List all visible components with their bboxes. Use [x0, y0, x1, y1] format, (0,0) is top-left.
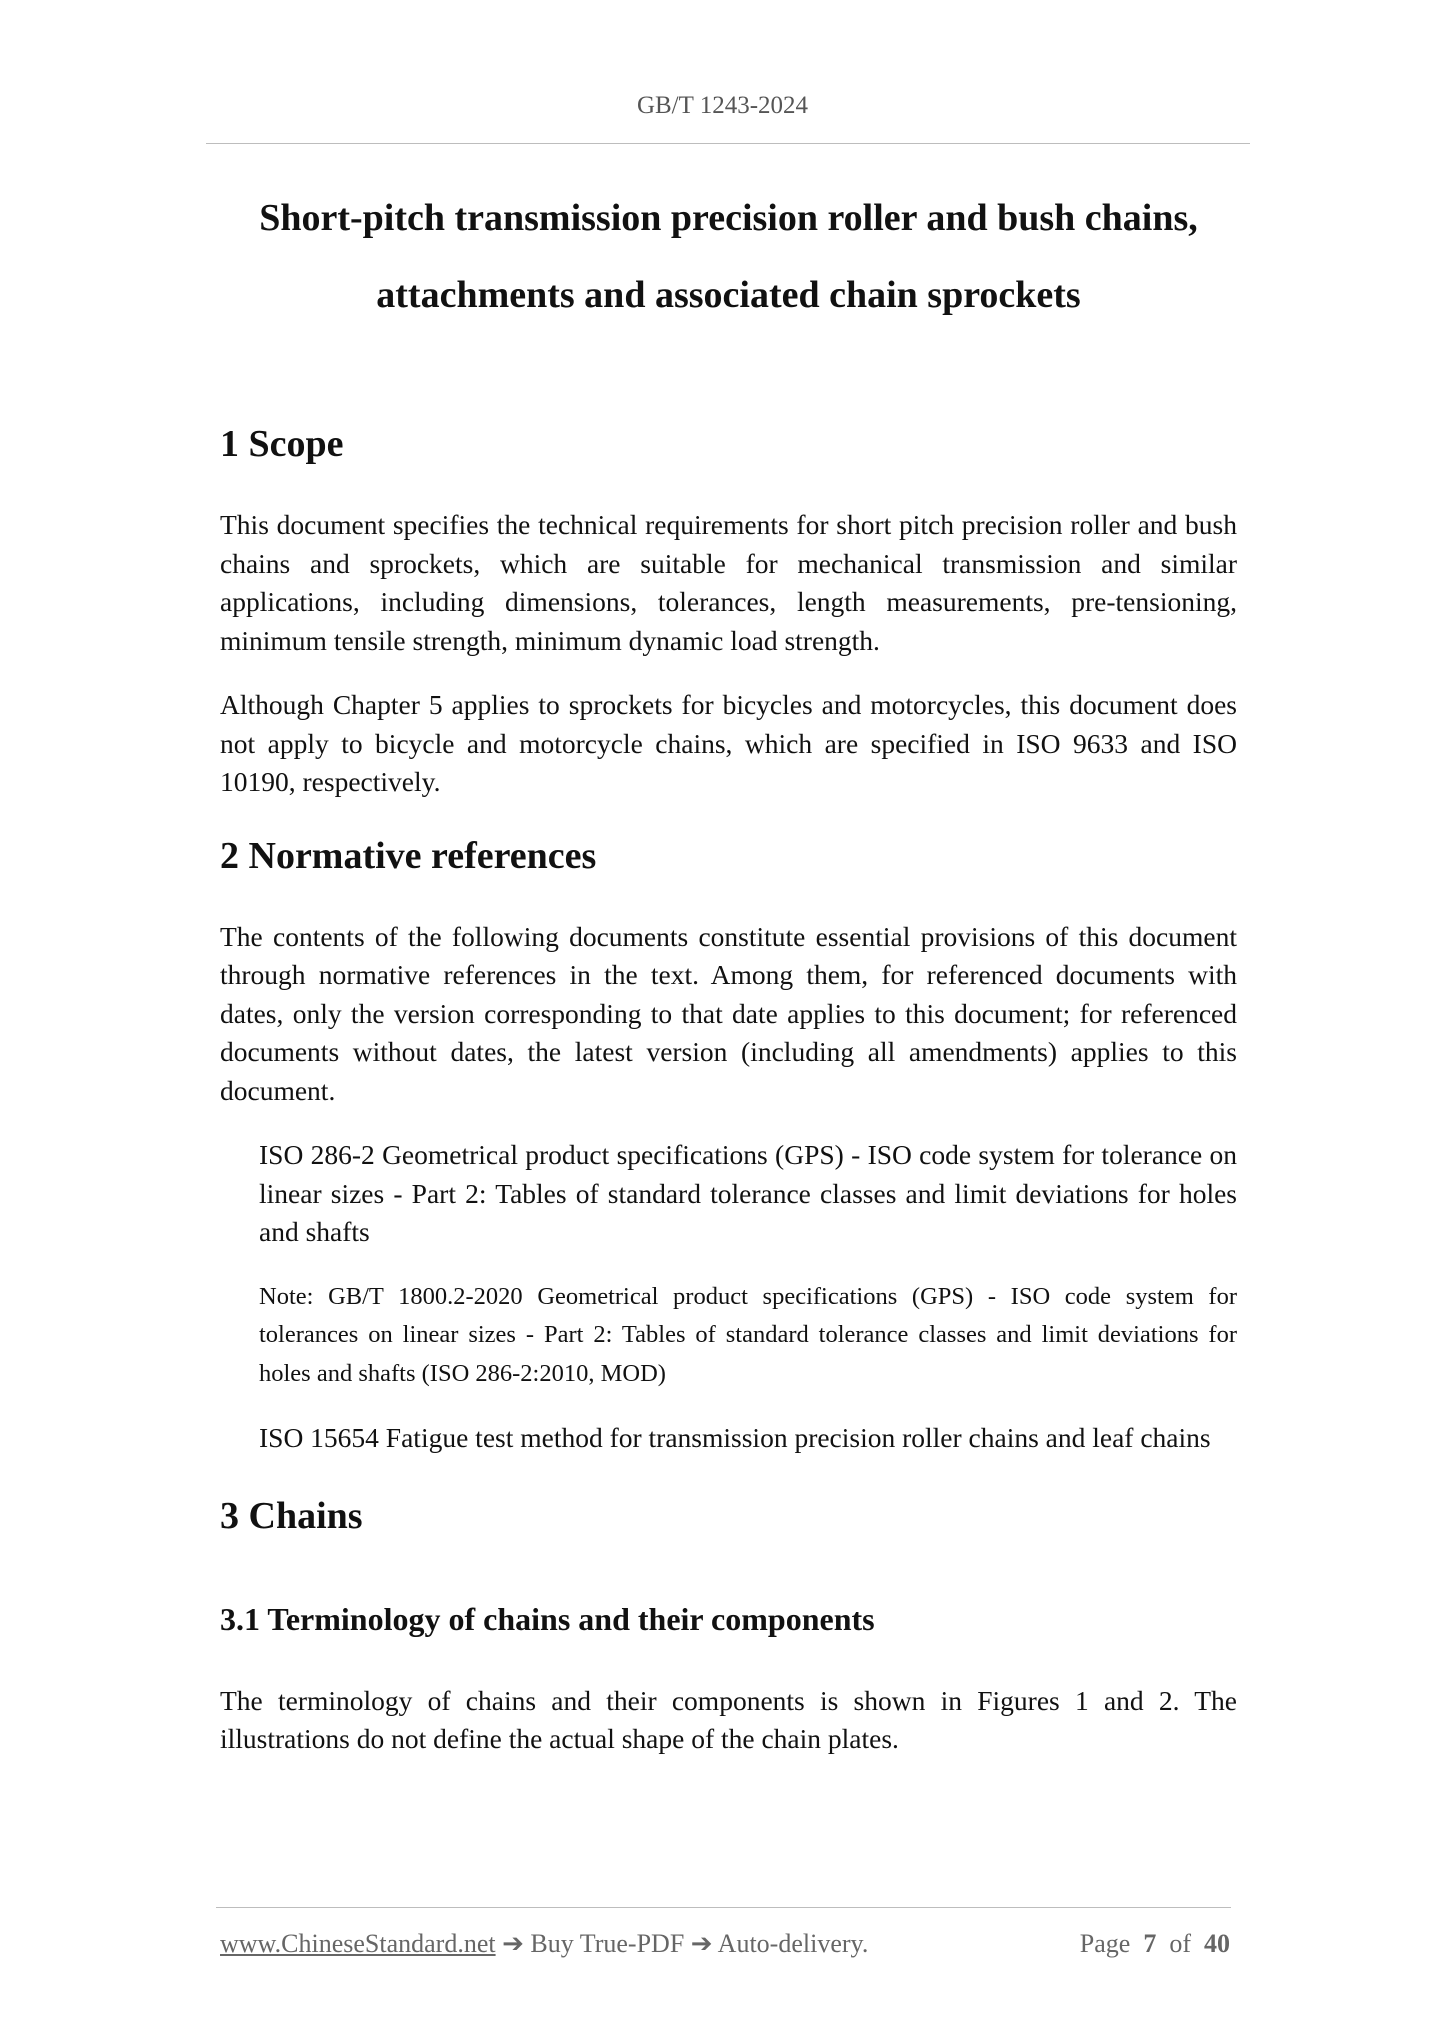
section-heading-chains: 3 Chains	[220, 1494, 363, 1537]
terminology-paragraph: The terminology of chains and their components is shown in Figures 1 and 2. The illustrations do not define the actual shape of the chain plates.	[220, 1684, 1237, 1754]
buy-true-pdf-text: Buy True-PDF	[530, 1929, 685, 1958]
reference-iso-15654: ISO 15654 Fatigue test method for transmission precision roller chains and leaf chains	[259, 1422, 1211, 1453]
document-title	[220, 180, 1237, 334]
footer-divider	[216, 1907, 1231, 1908]
page-current: 7	[1143, 1929, 1157, 1958]
scope-paragraph-1: This document specifies the technical requirements for short pitch precision roller and bush chains and sprockets, which are suitable for mechanical transmission and similar applications, including dimensions, tolerances, length measurements, pre-tensioning, minimum tensile strength, minimum dynamic load strength.	[220, 509, 1237, 656]
footer-promo	[220, 1929, 868, 1959]
document-title-line-2: attachments and associated chain sprockets	[376, 274, 1081, 316]
page-total: 40	[1204, 1929, 1230, 1958]
page-label: Page	[1079, 1929, 1131, 1958]
chinesestandard-link[interactable]: www.ChineseStandard.net	[220, 1929, 496, 1958]
page-header-doc-number: GB/T 1243-2024	[636, 92, 809, 119]
subsection-heading-terminology: 3.1 Terminology of chains and their components	[220, 1600, 875, 1637]
section-heading-scope: 1 Scope	[220, 423, 344, 465]
of-label: of	[1169, 1929, 1191, 1958]
header-divider	[206, 143, 1250, 144]
section-heading-normative-references: 2 Normative references	[220, 834, 597, 877]
arrow-right-icon: ➔	[502, 1929, 524, 1958]
page-number-indicator	[1080, 1929, 1230, 1959]
scope-paragraph-2: Although Chapter 5 applies to sprockets for bicycles and motorcycles, this document does not apply to bicycle and motorcycle chains, which are specified in ISO 9633 and ISO 10190, respectively.	[220, 689, 1237, 797]
reference-iso-286-2: ISO 286-2 Geometrical product specifications (GPS) - ISO code system for tolerance on linear sizes - Part 2: Tables of standard tolerance classes and limit deviations for holes and shafts	[259, 1139, 1237, 1247]
auto-delivery-text: Auto-delivery.	[717, 1929, 869, 1958]
normative-intro-paragraph: The contents of the following documents constitute essential provisions of this document through normative references in the text. Among them, for referenced documents with dates, only the version corresponding to that date applies to this document; for referenced documents without dates, the latest version (including all amendments) applies to this document.	[220, 920, 1237, 1106]
document-title-line-1: Short-pitch transmission precision roller and bush chains,	[259, 197, 1198, 239]
page-content	[220, 180, 1237, 1759]
arrow-right-icon: ➔	[690, 1929, 713, 1958]
reference-note-gbt-1800-2: Note: GB/T 1800.2-2020 Geometrical product specifications (GPS) - ISO code system for tolerances on linear sizes - Part 2: Tables of standard tolerance classes and limit deviations for holes and shafts (ISO 286-2:2010, MOD)	[259, 1282, 1237, 1387]
